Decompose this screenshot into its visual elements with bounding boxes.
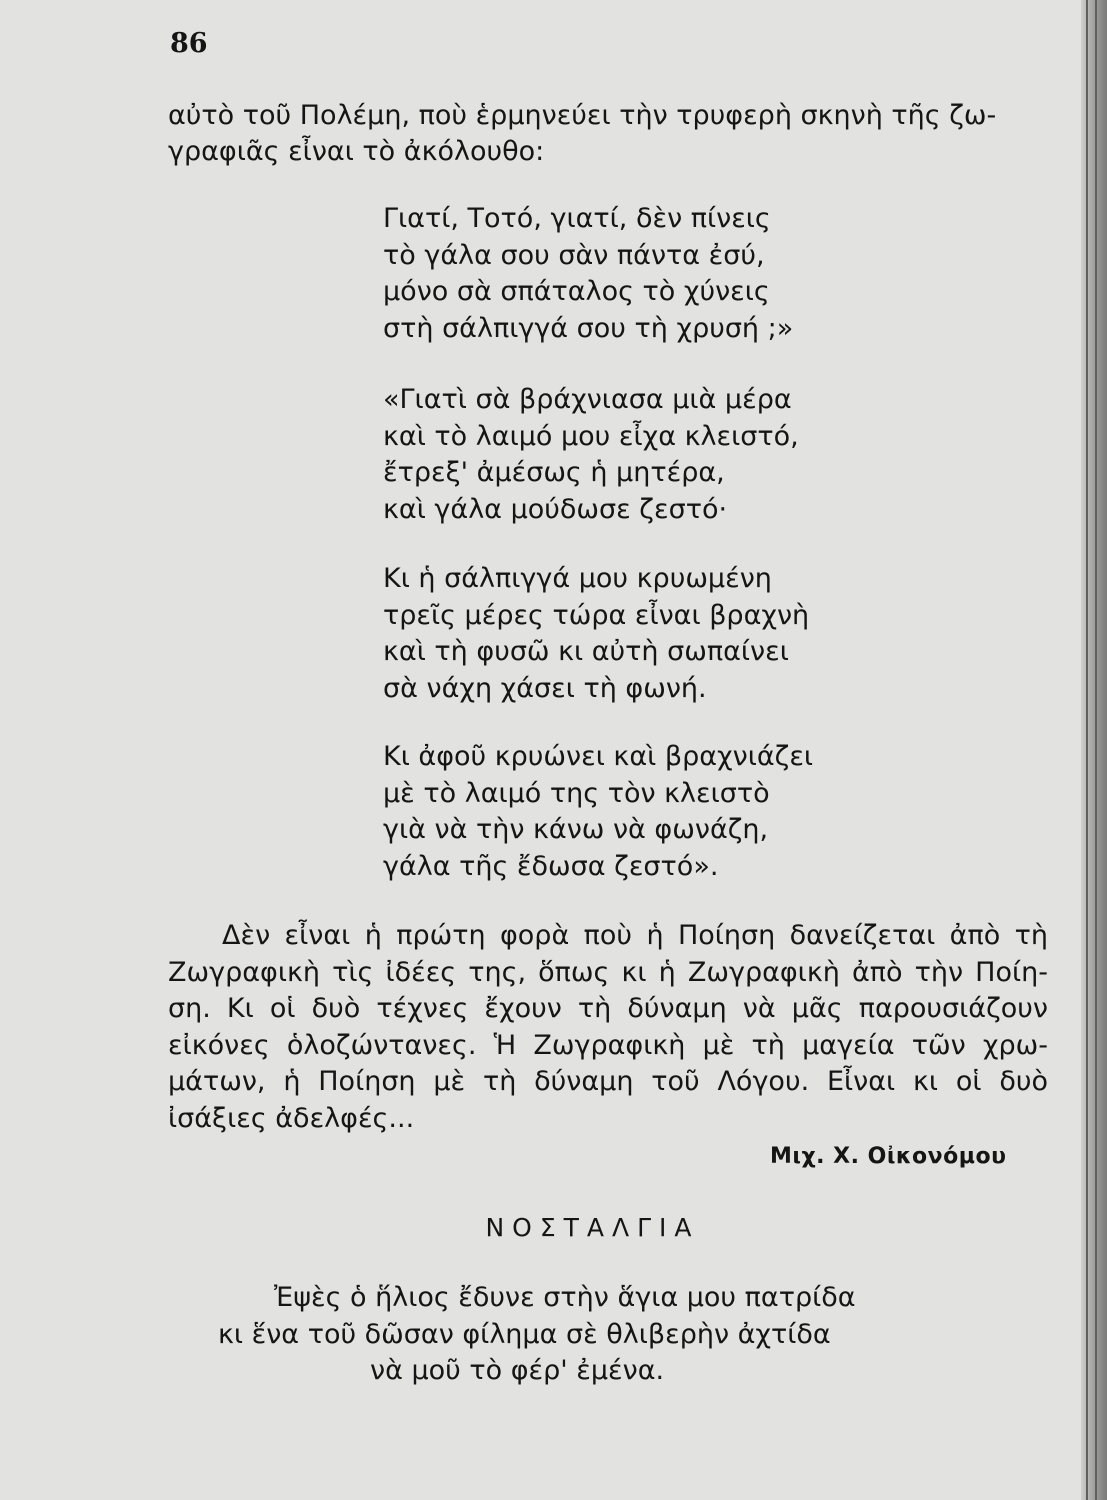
- verse-line: «Γιατὶ σὰ βράχνιασα μιὰ μέρα: [383, 384, 792, 415]
- paragraph-line: μάτων, ἡ Ποίηση μὲ τὴ δύναμη τοῦ Λόγου. Εἶναι κι οἱ δυὸ: [168, 1066, 1048, 1097]
- verse-line: σὰ νάχη χάσει τὴ φωνή.: [383, 672, 707, 704]
- poem-line: νὰ μοῦ τὸ φέρ' ἐμένα.: [370, 1355, 665, 1386]
- page-edge: [1081, 0, 1107, 1500]
- verse-line: Γιατί, Τοτό, γιατί, δὲν πίνεις: [383, 203, 771, 234]
- paragraph-line: Ζωγραφικὴ τὶς ἰδέες της, ὅπως κι ἡ Ζωγραφικὴ ἀπὸ τὴν Ποίη-: [168, 956, 1048, 988]
- verse-line: τρεῖς μέρες τώρα εἶναι βραχνὴ: [383, 599, 810, 631]
- page-number: 86: [170, 28, 208, 59]
- verse-line: μόνο σὰ σπάταλος τὸ χύνεις: [383, 276, 770, 307]
- verse-line: γιὰ νὰ τὴν κάνω νὰ φωνάζη,: [383, 814, 769, 845]
- paragraph-line: Δὲν εἶναι ἡ πρώτη φορὰ ποὺ ἡ Ποίηση δανείζεται ἀπὸ τὴ: [222, 920, 1048, 951]
- poem-title: ΝΟΣΤΑΛΓΙΑ: [485, 1213, 700, 1242]
- verse-line: ἔτρεξ' ἀμέσως ἡ μητέρα,: [383, 457, 725, 488]
- paragraph-line: εἰκόνες ὁλοζώντανες. Ἡ Ζωγραφικὴ μὲ τὴ μαγεία τῶν χρω-: [168, 1029, 1048, 1061]
- poem-line: Ἐψὲς ὁ ἥλιος ἔδυνε στὴν ἅγια μου πατρίδα: [274, 1282, 856, 1313]
- verse-line: τὸ γάλα σου σὰν πάντα ἐσύ,: [383, 239, 765, 271]
- author-signature: Μιχ. Χ. Οἰκονόμου: [770, 1144, 1007, 1169]
- verse-line: καὶ γάλα μούδωσε ζεστό·: [383, 493, 728, 525]
- verse-line: Κι ἀφοῦ κρυώνει καὶ βραχνιάζει: [383, 741, 814, 772]
- poem-nostalgia: [170, 1280, 1050, 1390]
- stanza-1: [383, 201, 793, 347]
- page-edge-line: [1086, 0, 1088, 1500]
- essay-paragraph: [168, 918, 1048, 1137]
- poem-line: κι ἕνα τοῦ δῶσαν φίλημα σὲ θλιβερὴν ἀχτίδα: [218, 1318, 831, 1350]
- stanza-2: [383, 382, 799, 528]
- page-edge-line: [1095, 0, 1097, 1500]
- verse-line: γάλα τῆς ἔδωσα ζεστό».: [383, 850, 719, 882]
- paragraph-line: ἰσάξιες ἀδελφές...: [168, 1102, 415, 1134]
- verse-line: καὶ τὸ λαιμό μου εἶχα κλειστό,: [383, 420, 799, 452]
- verse-line: καὶ τὴ φυσῶ κι αὐτὴ σωπαίνει: [383, 636, 789, 667]
- intro-line-1: αὐτὸ τοῦ Πολέμη, ποὺ ἑρμηνεύει τὴν τρυφερὴ σκηνὴ τῆς ζω-: [168, 100, 997, 131]
- stanza-4: [383, 739, 813, 885]
- verse-line: μὲ τὸ λαιμό της τὸν κλειστὸ: [383, 777, 770, 809]
- verse-line: Κι ἡ σάλπιγγά μου κρυωμένη: [383, 563, 772, 594]
- verse-line: στὴ σάλπιγγά σου τὴ χρυσή ;»: [383, 312, 794, 344]
- intro-line-2: γραφιᾶς εἶναι τὸ ἀκόλουθο:: [168, 136, 545, 167]
- stanza-3: [383, 561, 809, 707]
- paragraph-line: ση. Κι οἱ δυὸ τέχνες ἔχουν τὴ δύναμη νὰ μᾶς παρουσιάζουν: [168, 993, 1048, 1024]
